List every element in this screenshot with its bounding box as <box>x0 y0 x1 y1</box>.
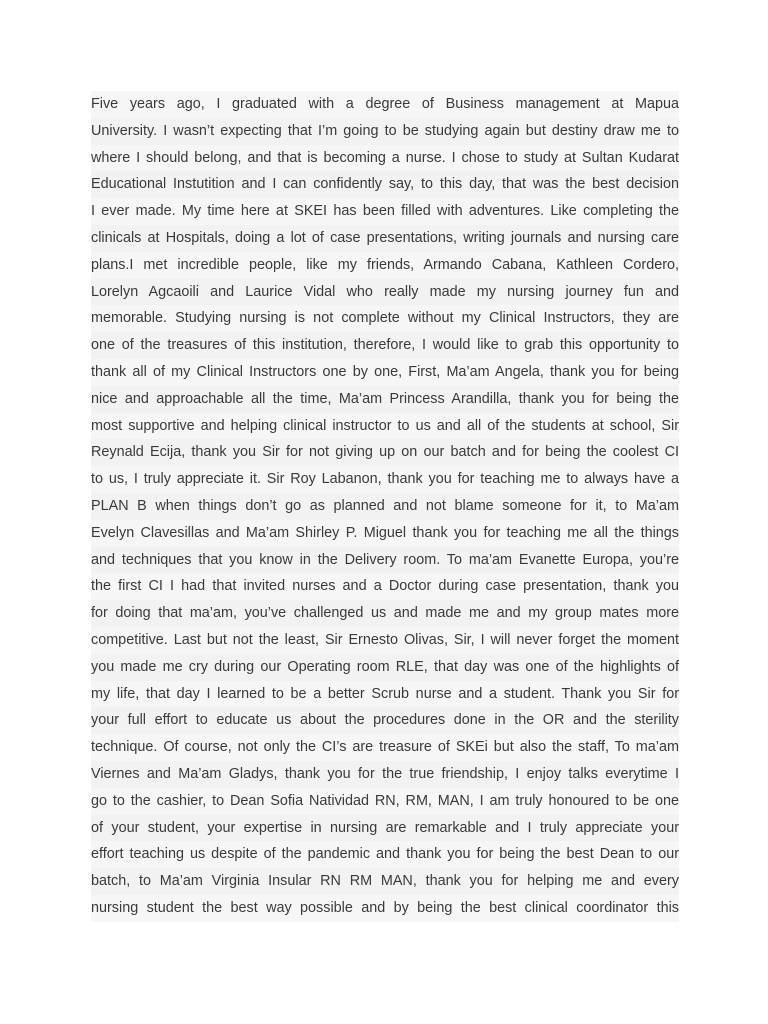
text-line: Five years ago, I graduated with a degree of Business management at Mapua <box>91 91 679 118</box>
text-line: plans.I met incredible people, like my friends, Armando Cabana, Kathleen Cordero, <box>91 252 679 279</box>
text-line: to us, I truly appreciate it. Sir Roy Labanon, thank you for teaching me to always have a <box>91 466 679 493</box>
text-line: your full effort to educate us about the procedures done in the OR and the sterility <box>91 707 679 734</box>
text-line: where I should belong, and that is becoming a nurse. I chose to study at Sultan Kudarat <box>91 145 679 172</box>
text-line: Evelyn Clavesillas and Ma’am Shirley P. Miguel thank you for teaching me all the things <box>91 520 679 547</box>
text-line: most supportive and helping clinical instructor to us and all of the students at school, Sir <box>91 413 679 440</box>
text-line: PLAN B when things don’t go as planned and not blame someone for it, to Ma’am <box>91 493 679 520</box>
text-line: nice and approachable all the time, Ma’am Princess Arandilla, thank you for being the <box>91 386 679 413</box>
text-line: thank all of my Clinical Instructors one by one, First, Ma’am Angela, thank you for being <box>91 359 679 386</box>
text-line: one of the treasures of this institution, therefore, I would like to grab this opportunity to <box>91 332 679 359</box>
text-line: for doing that ma’am, you’ve challenged us and made me and my group mates more <box>91 600 679 627</box>
text-line: Educational Instutition and I can confidently say, to this day, that was the best decision <box>91 171 679 198</box>
text-line: you made me cry during our Operating room RLE, that day was one of the highlights of <box>91 654 679 681</box>
text-line: my life, that day I learned to be a better Scrub nurse and a student. Thank you Sir for <box>91 681 679 708</box>
text-line: technique. Of course, not only the CI’s are treasure of SKEi but also the staff, To ma’am <box>91 734 679 761</box>
text-line: the first CI I had that invited nurses and a Doctor during case presentation, thank you <box>91 573 679 600</box>
text-line: Lorelyn Agcaoili and Laurice Vidal who really made my nursing journey fun and <box>91 279 679 306</box>
text-line: of your student, your expertise in nursing are remarkable and I truly appreciate your <box>91 815 679 842</box>
text-line: University. I wasn’t expecting that I’m going to be studying again but destiny draw me to <box>91 118 679 145</box>
text-line: nursing student the best way possible and by being the best clinical coordinator this <box>91 895 679 922</box>
body-paragraph <box>91 91 679 922</box>
text-line: Reynald Ecija, thank you Sir for not giving up on our batch and for being the coolest CI <box>91 439 679 466</box>
text-line: go to the cashier, to Dean Sofia Natividad RN, RM, MAN, I am truly honoured to be one <box>91 788 679 815</box>
text-line: competitive. Last but not the least, Sir Ernesto Olivas, Sir, I will never forget the moment <box>91 627 679 654</box>
text-line: memorable. Studying nursing is not complete without my Clinical Instructors, they are <box>91 305 679 332</box>
text-line: Viernes and Ma’am Gladys, thank you for the true friendship, I enjoy talks everytime I <box>91 761 679 788</box>
text-line: clinicals at Hospitals, doing a lot of case presentations, writing journals and nursing care <box>91 225 679 252</box>
text-line: and techniques that you know in the Delivery room. To ma’am Evanette Europa, you’re <box>91 547 679 574</box>
text-line: effort teaching us despite of the pandemic and thank you for being the best Dean to our <box>91 841 679 868</box>
text-line: batch, to Ma’am Virginia Insular RN RM MAN, thank you for helping me and every <box>91 868 679 895</box>
text-line: I ever made. My time here at SKEI has been filled with adventures. Like completing the <box>91 198 679 225</box>
